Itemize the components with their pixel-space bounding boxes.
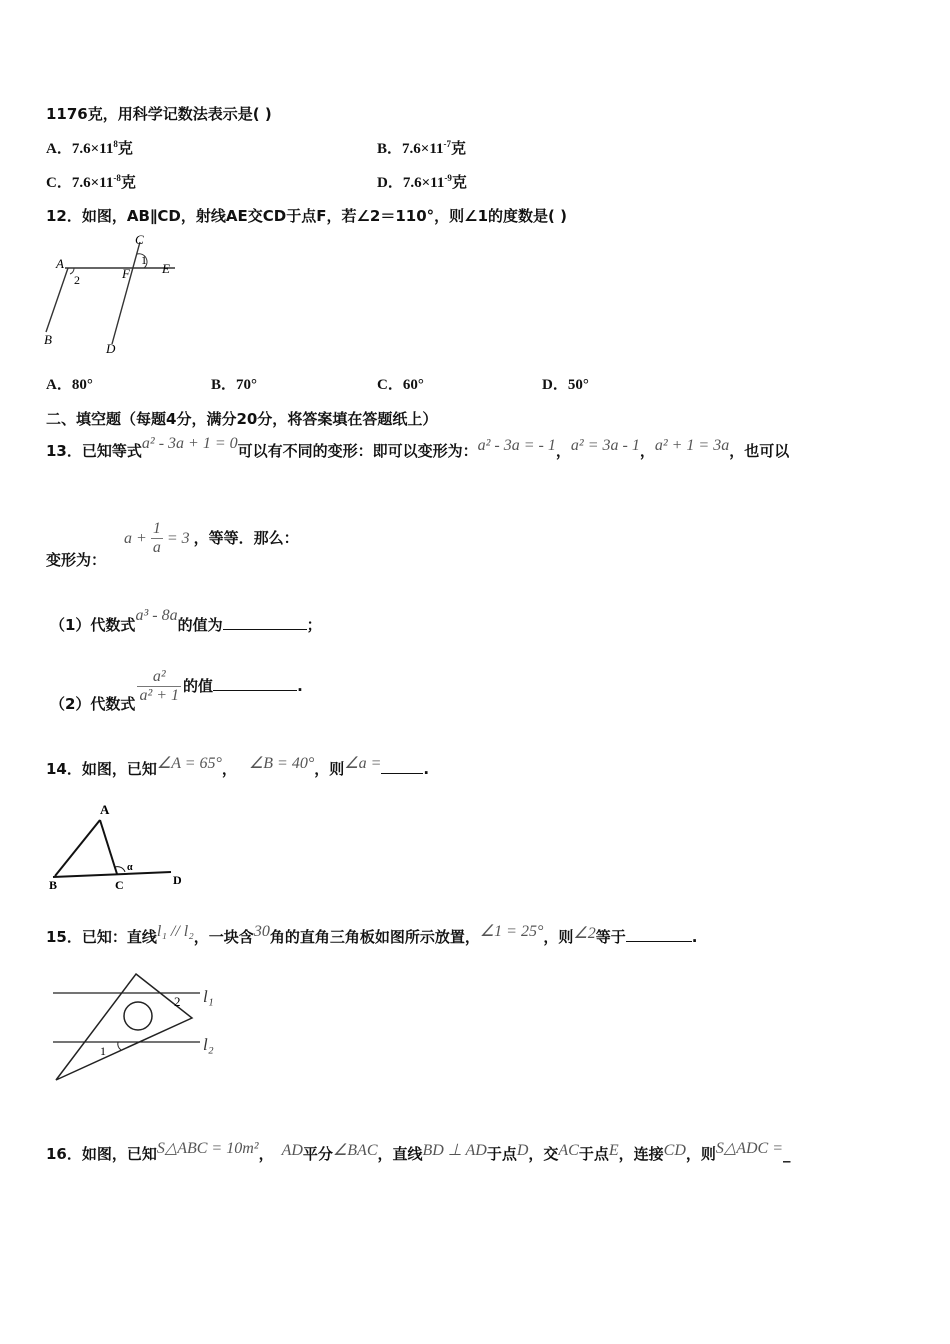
q13-eq2: a² = 3a - 1 (570, 437, 640, 454)
q13-part1-expr: a³ - 8a (135, 607, 178, 624)
q13-line1 (46, 435, 790, 461)
q14-end: . (423, 760, 430, 778)
label-2: 2 (74, 273, 80, 287)
q16-eq-adc: S△ADC = (715, 1140, 784, 1157)
question-number: 15． (46, 928, 82, 946)
q16-text: 于点 (486, 1145, 517, 1163)
line-ab (46, 268, 68, 332)
option-unit: 克 (120, 173, 136, 191)
triangle-figure (45, 800, 195, 892)
label-f: F (122, 266, 130, 281)
label-l2: l₂ (203, 1035, 214, 1054)
q14-eq-b: ∠B = 40° (248, 755, 315, 772)
q14-eq-alpha: ∠a = (344, 755, 382, 772)
q16-eq-e: E (608, 1142, 619, 1159)
q13-text: 已知等式 (81, 442, 142, 460)
q16-eq-cd: CD (663, 1142, 686, 1159)
q12-stem (46, 205, 567, 226)
q16-eq-ad: AD (281, 1142, 303, 1159)
option-exp: -8 (113, 173, 121, 183)
q11-option-a[interactable] (46, 137, 133, 158)
option-exp: 8 (113, 139, 118, 149)
label-1: 1 (141, 253, 147, 267)
q16-text: ，直线 (377, 1145, 423, 1163)
q15-end: . (691, 928, 698, 946)
q15-stem (46, 923, 698, 947)
q13-part2-answer-blank[interactable] (213, 676, 297, 691)
q13-eq0: a² - 3a + 1 = 0 (141, 435, 238, 452)
label-c: C (115, 878, 124, 892)
option-unit: 克 (451, 139, 467, 157)
option-unit: 克 (117, 139, 133, 157)
option-label: A． (46, 141, 72, 157)
plate-hole (124, 1002, 152, 1030)
option-label: D． (377, 175, 403, 191)
q15-answer-blank[interactable] (626, 927, 692, 942)
side-ab (55, 820, 100, 876)
q16-eq-ac: AC (558, 1142, 579, 1159)
q13-part2-fraction (137, 668, 181, 705)
q16-eq-area: S△ABC = 10m² (156, 1140, 259, 1157)
question-number: 12． (46, 207, 82, 225)
q13-fraction (151, 520, 163, 557)
q12-option-a[interactable] (46, 373, 93, 394)
frac-numerator: a² (137, 668, 181, 687)
question-number: 16． (46, 1145, 82, 1163)
question-number: 13． (46, 442, 82, 460)
q12-option-d[interactable] (542, 373, 589, 394)
frac-denominator: a (152, 539, 161, 556)
q16-eq-d: D (516, 1142, 529, 1159)
label-c: C (135, 232, 144, 247)
option-base: 7.6×11 (402, 141, 444, 157)
q15-text: 等于 (595, 928, 626, 946)
q13-frac-left: a + (124, 530, 147, 547)
option-label: C． (46, 175, 72, 191)
option-value: 80° (71, 377, 93, 393)
label-alpha: α (127, 862, 133, 873)
q13-eq1: a² - 3a = - 1 (477, 437, 556, 454)
option-unit: 克 (451, 173, 467, 191)
option-base: 7.6×11 (71, 175, 114, 191)
q16-text: ，连接 (618, 1145, 664, 1163)
angle-1-arc (118, 1042, 121, 1050)
q16-stem (46, 1140, 791, 1164)
q13-part1-label: （1）代数式 (50, 616, 136, 634)
option-label: D． (542, 377, 568, 393)
q13-frac-right: = 3 (166, 530, 190, 547)
q13-sep: ， (639, 442, 655, 460)
q15-text: ，一块含 (193, 928, 254, 946)
question-text: 如图，AB∥CD，射线AE交CD于点F，若∠2＝110°，则∠1的度数是( ) (81, 207, 567, 225)
q12-option-b[interactable] (211, 373, 257, 394)
option-label: B． (211, 377, 237, 393)
frac-denominator: a² + 1 (139, 687, 180, 704)
q16-eq-angle: ∠BAC (332, 1142, 378, 1159)
q13-text: 可以有不同的变形：即可以变形为： (237, 442, 478, 460)
q14-answer-blank[interactable] (381, 759, 423, 774)
label-d: D (106, 341, 116, 356)
q15-eq-angle1: ∠1 = 25° (479, 923, 544, 940)
q13-part2 (50, 668, 303, 713)
q16-text: 如图，已知 (81, 1145, 157, 1163)
q13-line2 (46, 520, 299, 569)
q11-option-d[interactable] (377, 171, 467, 192)
q16-text: 平分 (302, 1145, 333, 1163)
set-square-figure (50, 968, 230, 1086)
label-2: 2 (174, 994, 181, 1009)
q15-degree: 30 (253, 923, 270, 940)
q15-text: 角的直角三角板如图所示放置， (269, 928, 480, 946)
option-exp: -7 (443, 139, 451, 149)
q13-part1-answer-blank[interactable] (223, 615, 307, 630)
q16-text: ，交 (528, 1145, 559, 1163)
label-1: 1 (100, 1044, 106, 1058)
label-b: B (44, 332, 52, 347)
q11-option-b[interactable] (377, 137, 466, 158)
q13-part1-end: ； (306, 616, 322, 634)
option-base: 7.6×11 (402, 175, 445, 191)
line-bd (53, 872, 171, 877)
frac-numerator: 1 (152, 520, 161, 537)
label-a: A (100, 802, 110, 817)
q13-eq3: a² + 1 = 3a (654, 437, 730, 454)
q13-sep: ， (555, 442, 571, 460)
label-e: E (162, 261, 170, 276)
option-base: 7.6×11 (71, 141, 114, 157)
q13-part1 (50, 607, 322, 635)
option-exp: -9 (444, 173, 452, 183)
q16-eq-perp: BD ⊥ AD (422, 1142, 487, 1159)
q15-eq-lines: l₁ // l₂ (156, 923, 194, 940)
q14-sep: ， (221, 760, 237, 778)
option-value: 50° (567, 377, 589, 393)
option-label: C． (377, 377, 403, 393)
question-number: 14． (46, 760, 82, 778)
q14-text: 如图，已知 (81, 760, 157, 778)
label-b: B (49, 878, 58, 892)
q16-text: 于点 (578, 1145, 609, 1163)
triangle-plate (56, 974, 192, 1080)
q13-text: ，等等．那么： (193, 529, 299, 547)
q13-text: 变形为： (46, 551, 107, 569)
q15-text: ，则 (543, 928, 574, 946)
q14-text: ，则 (314, 760, 345, 778)
option-label: A． (46, 377, 72, 393)
option-label: B． (377, 141, 403, 157)
q14-eq-a: ∠A = 65° (156, 755, 222, 772)
side-ac (100, 820, 117, 874)
q13-part2-end: . (297, 677, 303, 695)
q16-text: ，则 (685, 1145, 716, 1163)
q16-sep: ， (258, 1145, 274, 1163)
q13-text: ，也可以 (729, 442, 790, 460)
line-cd (112, 242, 140, 344)
option-value: 60° (402, 377, 424, 393)
q15-text: 已知：直线 (81, 928, 157, 946)
label-l1: l₁ (203, 987, 214, 1006)
q16-answer-blank[interactable]: _ (783, 1145, 791, 1163)
q13-part2-suffix: 的值 (183, 677, 214, 695)
q15-eq-angle2: ∠2 (573, 925, 596, 942)
q13-part1-suffix: 的值为 (177, 616, 223, 634)
q12-option-c[interactable] (377, 373, 424, 394)
label-a: A (56, 256, 64, 271)
q13-part2-label: （2）代数式 (50, 695, 136, 713)
q11-stem: 1176克，用科学记数法表示是( ) (46, 105, 272, 123)
section-heading: 二、填空题（每题4分，满分20分，将答案填在答题纸上） (46, 410, 438, 428)
q14-stem (46, 755, 430, 779)
parallel-lines-figure (40, 232, 180, 357)
label-d: D (173, 873, 182, 887)
q11-option-c[interactable] (46, 171, 136, 192)
option-value: 70° (236, 377, 258, 393)
